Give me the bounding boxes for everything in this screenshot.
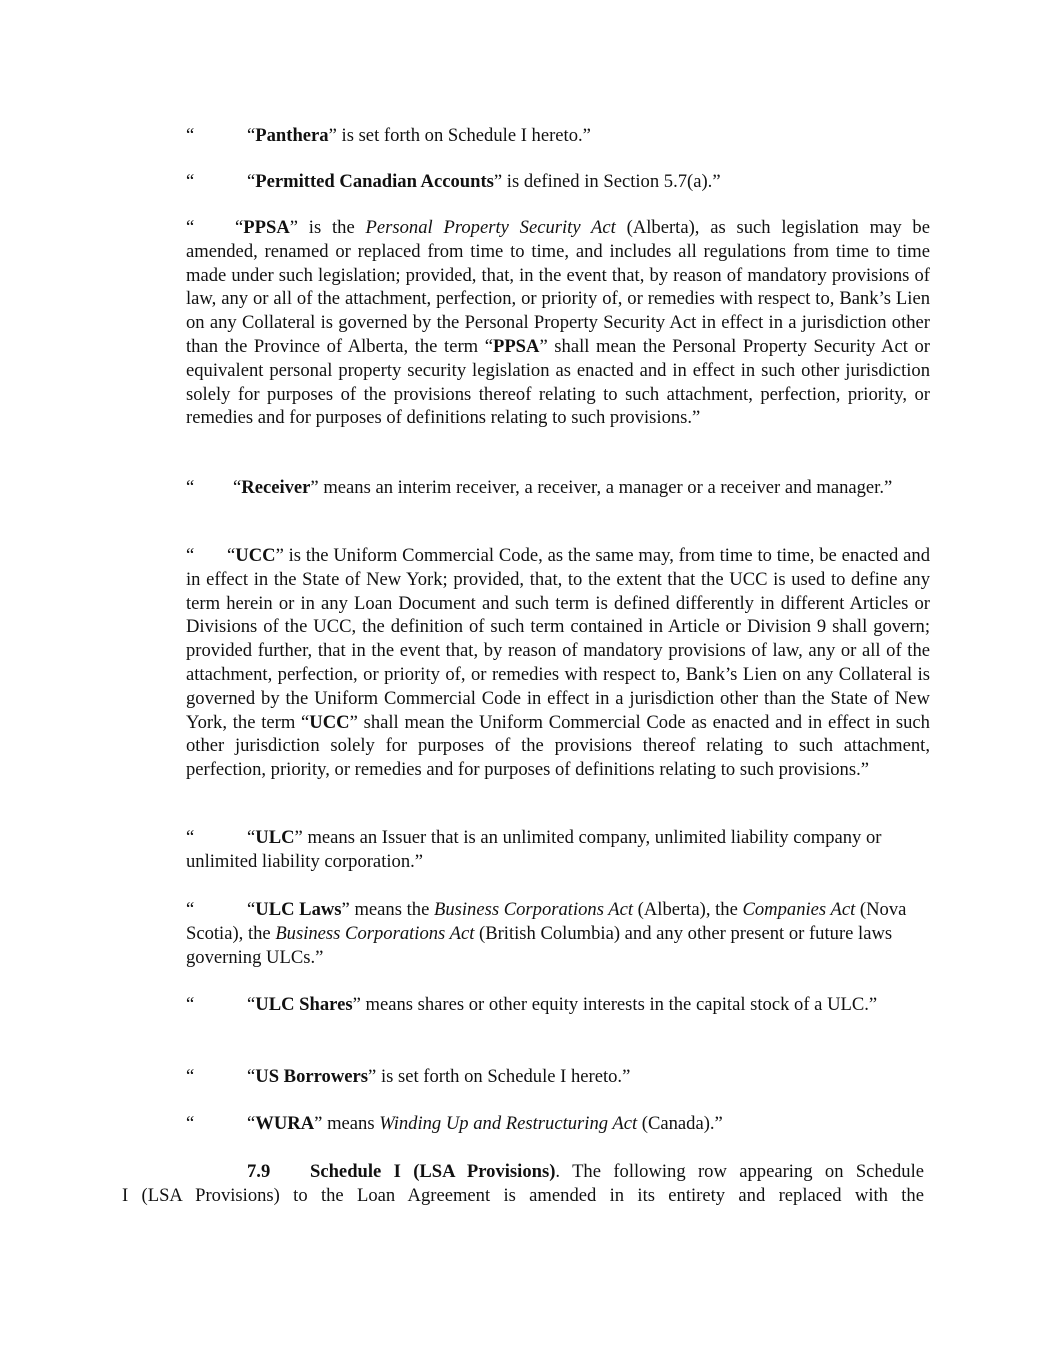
- defined-term: ULC Laws: [255, 899, 342, 920]
- definition-ppsa: “ “PPSA” is the Personal Property Security Act (Alberta), as such legislation may be amended, renamed or replaced from time to time, and includes all regulations from time to time made under such legislation; provided, that, in the event that, by reason of mandatory provisions of law, any or all of the attachment, perfection, or priority of, or remedies with respect to, Bank’s Lien on any Collateral is governed by the Personal Property Security Act in effect in a jurisdiction other than the Province of Alberta, the term “PPSA” shall mean the Personal Property Security Act or equivalent personal property security legislation as enacted and in effect in such other jurisdiction solely for purposes of the provisions thereof relating to such attachment, perfection, priority, or remedies and for purposes of definitions relating to such provisions.”: [186, 217, 930, 429]
- definition-text: means: [322, 1113, 380, 1134]
- definition-wura: “ “WURA” means Winding Up and Restructuring Act (Canada).”: [186, 1113, 723, 1134]
- definition-panthera: “ “Panthera” is set forth on Schedule I hereto.”: [186, 125, 591, 146]
- defined-term: ULC: [255, 827, 295, 848]
- defined-term: UCC: [235, 545, 276, 566]
- section-second-line: I (LSA Provisions) to the Loan Agreement is amended in its entirety and replaced with the: [122, 1185, 924, 1206]
- section-7-9: [122, 1160, 924, 1208]
- definition-text: (Canada).”: [637, 1113, 723, 1134]
- defined-term: ULC Shares: [255, 994, 353, 1015]
- statute-name: Companies Act: [742, 899, 856, 920]
- statute-name: Business Corporations Act: [433, 899, 634, 920]
- section-heading-suffix: .: [555, 1161, 561, 1182]
- definition-text: (Alberta), the: [633, 899, 743, 920]
- defined-term: Receiver: [241, 477, 311, 498]
- defined-term: PPSA: [243, 217, 290, 238]
- open-quote: “: [186, 125, 195, 146]
- definition-text: is defined in Section 5.7(a).”: [502, 171, 721, 192]
- open-quote: “: [186, 827, 195, 848]
- defined-term: UCC: [309, 711, 350, 733]
- definition-text: (Alberta), as such legislation may be amended, renamed or replaced from time to time, and includes all regulations from time to time made under such legislation; provided, that, in the event that, by reason of mandatory provisions of law, any or all of the attachment, perfection, or priority of, or remedies with respect to, Bank’s Lien on any Collateral is governed by the Personal Property Security Act in effect in a jurisdiction other than the Province of Alberta, the term “: [186, 217, 930, 357]
- definition-text: is set forth on Schedule I hereto.”: [336, 125, 591, 146]
- definition-ulc-laws: “ “ULC Laws” means the Business Corporations Act (Alberta), the Companies Act (Nova Scotia), the Business Corporations Act (British Columbia) and any other present or future laws governing ULCs.”: [186, 899, 907, 968]
- definition-text: is the: [298, 217, 366, 238]
- definition-text: (Nova Scotia), the: [186, 899, 907, 944]
- open-quote: “: [186, 1066, 195, 1087]
- defined-term: Panthera: [255, 125, 329, 146]
- defined-term: PPSA: [492, 335, 540, 357]
- defined-term: Permitted Canadian Accounts: [255, 171, 494, 192]
- definition-text: ” shall mean the Personal Property Security Act or equivalent personal property security legislation as enacted and in effect in such other jurisdiction solely for purposes of the provisions thereof relating to such attachment, perfection, priority, or remedies and for purposes of definitions relating to such provisions.”: [186, 335, 930, 429]
- open-quote: “: [186, 1113, 195, 1134]
- definition-text: means the: [349, 899, 434, 920]
- open-quote: “: [186, 994, 195, 1015]
- open-quote: “: [186, 545, 195, 566]
- definition-ucc: “ “UCC” is the Uniform Commercial Code, as the same may, from time to time, be enacted and in effect in the State of New York; provided, that, to the extent that the UCC is used to define any term herein or in any Loan Document and such term is defined differently in different Articles or Divisions of the UCC, the definition of such term contained in Article or Division 9 shall govern; provided further, that in the event that, by reason of mandatory provisions of law, any or all of the attachment, perfection, or priority of, or remedies with respect to, Bank’s Lien on any Collateral is governed by the Uniform Commercial Code in effect in a jurisdiction other than the State of New York, the term “UCC” shall mean the Uniform Commercial Code as enacted and in effect in such other jurisdiction solely for purposes of the provisions thereof relating to such attachment, perfection, priority, or remedies and for purposes of definitions relating to such provisions.”: [186, 545, 930, 781]
- statute-name: Winding Up and Restructuring Act: [379, 1113, 638, 1134]
- section-number: 7.9: [247, 1161, 271, 1182]
- definition-text: is set forth on Schedule I hereto.”: [376, 1066, 631, 1087]
- definition-text: means an Issuer that is an unlimited company, unlimited liability company or unlimited liability corporation.”: [186, 827, 882, 872]
- definition-permitted-canadian-accounts: “ “Permitted Canadian Accounts” is defined in Section 5.7(a).”: [186, 171, 721, 192]
- definition-text: is the Uniform Commercial Code, as the same may, from time to time, be enacted and in effect in the State of New York; provided, that, to the extent that the UCC is used to define any term herein or in any Loan Document and such term is defined differently in different Articles or Divisions of the UCC, the definition of such term contained in Article or Division 9 shall govern; provided further, that in the event that, by reason of mandatory provisions of law, any or all of the attachment, perfection, or priority of, or remedies with respect to, Bank’s Lien on any Collateral is governed by the Uniform Commercial Code in effect in a jurisdiction other than the State of New York, the term “: [186, 545, 930, 733]
- definition-text: ” shall mean the Uniform Commercial Code as enacted and in effect in such other jurisdiction solely for purposes of the provisions thereof relating to such attachment, perfection, priority, or remedies and for purposes of definitions relating to such provisions.”: [186, 711, 930, 781]
- definition-ulc: “ “ULC” means an Issuer that is an unlimited company, unlimited liability company or unlimited liability corporation.”: [186, 827, 882, 872]
- defined-term: US Borrowers: [255, 1066, 369, 1087]
- open-quote: “: [186, 171, 195, 192]
- section-text: The following row appearing on Schedule: [560, 1161, 924, 1182]
- definition-us-borrowers: “ “US Borrowers” is set forth on Schedule I hereto.”: [186, 1066, 631, 1087]
- definition-text: (British Columbia) and any other present or future laws governing ULCs.”: [186, 922, 893, 968]
- defined-term: WURA: [255, 1113, 315, 1134]
- definition-receiver: “ “Receiver” means an interim receiver, a receiver, a manager or a receiver and manager.”: [186, 477, 893, 498]
- statute-name: Business Corporations Act: [275, 922, 475, 944]
- section-heading: Schedule I (LSA Provisions): [310, 1161, 556, 1182]
- definition-text: means an interim receiver, a receiver, a manager or a receiver and manager.”: [318, 477, 893, 498]
- open-quote: “: [186, 217, 195, 238]
- open-quote: “: [186, 477, 195, 498]
- section-first-line: [122, 1160, 924, 1184]
- statute-name: Personal Property Security Act: [365, 217, 616, 238]
- definition-ulc-shares: “ “ULC Shares” means shares or other equity interests in the capital stock of a ULC.”: [186, 994, 878, 1015]
- definition-text: means shares or other equity interests in the capital stock of a ULC.”: [360, 994, 878, 1015]
- open-quote: “: [186, 899, 195, 920]
